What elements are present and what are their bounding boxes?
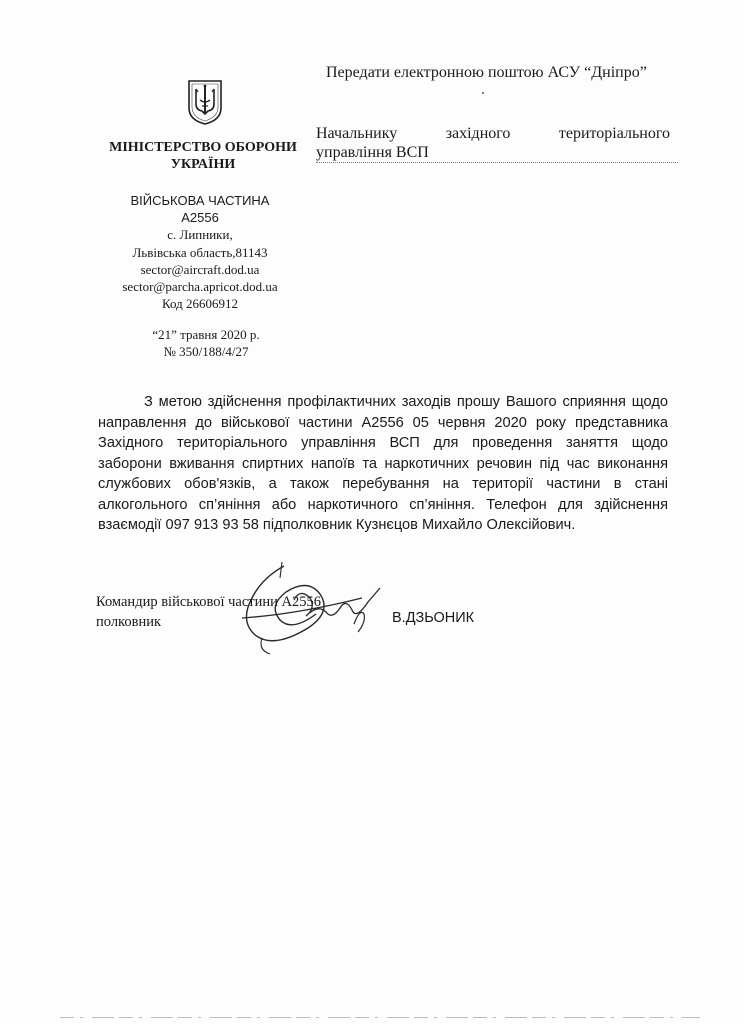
addressee-rule bbox=[316, 162, 678, 163]
letter-body-text: З метою здійснення профілактичних заходів прошу Вашого сприяння щодо направлення до військової частини А2556 05 червня 2020 року представника Західного територіального управління ВСП для проведення заняття щодо заборони вживання спиртних напоїв та наркотичних речовин під час виконання службових обов'язків, а також перебування на території частини в стані алкогольного сп’яніння або наркотичного сп’яніння. Телефон для здійснення взаємодії 097 913 93 58 підполковник Кузнєцов Михайло Олексійович. bbox=[98, 394, 668, 533]
signer-name: В.ДЗЬОНИК bbox=[392, 610, 475, 626]
unit-region: Львівська область,81143 bbox=[132, 244, 268, 260]
ministry-line1: МІНІСТЕРСТВО ОБОРОНИ bbox=[109, 140, 297, 155]
addressee-block bbox=[316, 124, 670, 162]
trident-coat-of-arms-icon bbox=[186, 78, 224, 126]
signer-rank: полковник bbox=[96, 614, 162, 630]
ministry-line2: УКРАЇНИ bbox=[170, 157, 236, 172]
unit-info bbox=[90, 192, 310, 312]
addressee-word2: західного bbox=[445, 125, 511, 142]
addressee-word3: територіального bbox=[558, 125, 670, 142]
document-date: “21” травня 2020 р. bbox=[152, 327, 260, 342]
scan-dot bbox=[482, 92, 484, 94]
ministry-heading bbox=[96, 139, 310, 173]
scan-edge-noise bbox=[60, 1016, 700, 1019]
addressee-line1 bbox=[316, 124, 670, 143]
signer-position: Командир військової частини А2556 bbox=[96, 594, 321, 610]
delivery-note: Передати електронною поштою АСУ “Дніпро” bbox=[326, 64, 647, 81]
unit-title: ВІЙСЬКОВА ЧАСТИНА bbox=[130, 193, 270, 208]
unit-code: А2556 bbox=[181, 210, 219, 226]
unit-email1: sector@aircraft.dod.ua bbox=[140, 261, 260, 277]
addressee-word1: Начальнику bbox=[316, 125, 398, 142]
unit-village: с. Липники, bbox=[167, 227, 233, 243]
signature-left bbox=[96, 592, 321, 632]
addressee-line2: управління ВСП bbox=[316, 144, 429, 161]
letter-body bbox=[98, 392, 668, 536]
unit-email2: sector@parcha.apricot.dod.ua bbox=[122, 279, 278, 295]
document-number: № 350/188/4/27 bbox=[163, 344, 249, 359]
date-number-block bbox=[108, 326, 304, 360]
unit-registry-code: Код 26606912 bbox=[161, 296, 238, 312]
